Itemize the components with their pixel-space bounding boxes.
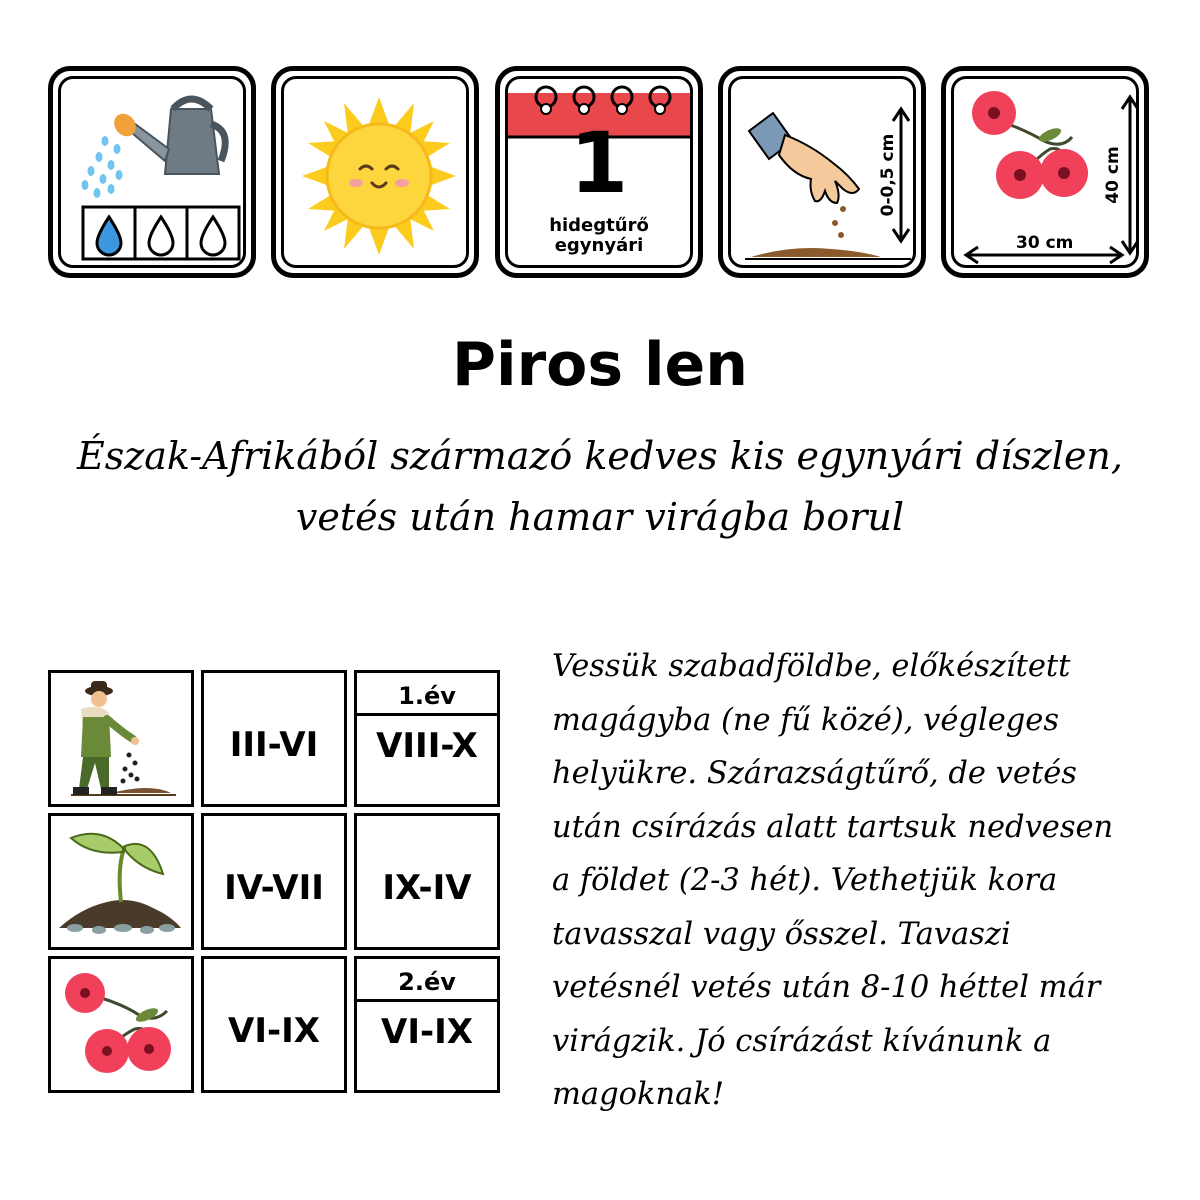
sun-card (271, 66, 479, 278)
seedling-cell (48, 813, 194, 950)
sun-icon (284, 79, 469, 268)
seedling-icon (51, 816, 191, 947)
sowing-farmer-icon (51, 673, 191, 804)
watering-card (48, 66, 256, 278)
calendar-line-1: hidegtűrő (549, 215, 649, 236)
period-text: VI-IX (228, 1011, 320, 1051)
sowing-depth-label: 0-0,5 cm (878, 133, 898, 217)
sowing-farmer-cell (48, 670, 194, 807)
flower-cell (48, 956, 194, 1093)
year-cell-2 (354, 813, 500, 950)
description-text: Vessük szabadföldbe, előkészített magágyba (ne fű közé), végleges helyükre. Szárazságtűrő, de vetés után csírázás alatt tartsuk nedvesen a földet (2-3 hét). Vethetjük kora tavasszal vagy ősszel. Tavaszi vetésnél vetés után 8-10 héttel már virágzik. Jó csírázást kívánunk a magoknak! (552, 649, 1114, 1112)
period-cell-1 (201, 670, 347, 807)
sowing-depth-card (718, 66, 926, 278)
year-label: 1.év (398, 682, 456, 710)
subtitle-line-2: vetés után hamar virágba borul (295, 495, 905, 539)
calendar-line-2: egynyári (554, 235, 644, 256)
year-cell-3 (354, 956, 500, 1093)
year-divider (357, 713, 497, 716)
plant-height-label: 40 cm (1103, 146, 1123, 204)
plant-size-card (941, 66, 1149, 278)
flower-icon (51, 959, 191, 1090)
watering-can-icon (61, 79, 246, 268)
calendar-number: 1 (569, 114, 629, 212)
period-cell-3 (201, 956, 347, 1093)
second-period-text: VI-IX (381, 1012, 473, 1052)
subtitle-line-1: Észak-Afrikából származó kedves kis egynyári díszlen, (76, 434, 1123, 478)
page-title: Piros len (452, 330, 748, 400)
calendar-card (495, 66, 703, 278)
year-divider (357, 999, 497, 1002)
second-period-text: VIII-X (376, 726, 478, 766)
year-cell-1 (354, 670, 500, 807)
period-text: III-VI (229, 725, 319, 765)
year-label: 2.év (398, 968, 456, 996)
period-cell-2 (201, 813, 347, 950)
second-period-text: IX-IV (382, 868, 472, 908)
plant-width-label: 30 cm (1016, 233, 1074, 253)
flower-icon (972, 91, 1016, 135)
period-text: IV-VII (224, 868, 324, 908)
